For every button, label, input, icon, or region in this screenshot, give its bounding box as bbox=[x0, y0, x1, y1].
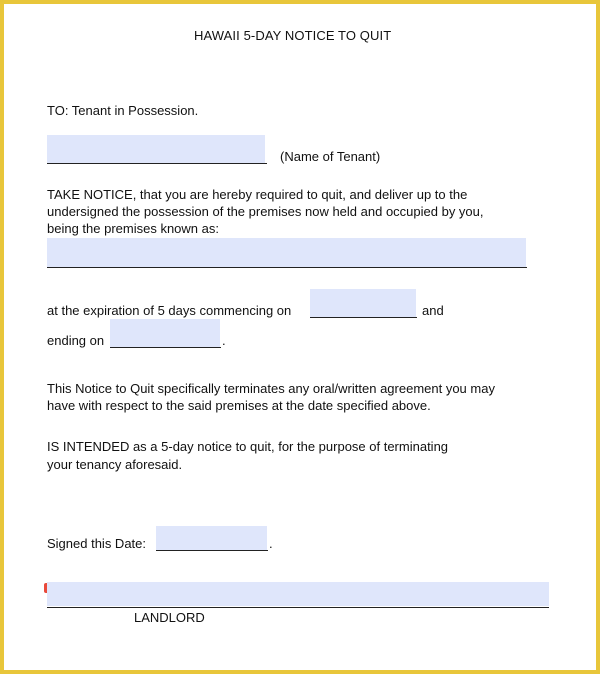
signed-date-underline bbox=[156, 550, 268, 551]
expiration-text: at the expiration of 5 days commencing on bbox=[47, 303, 292, 318]
intended-line-2: your tenancy aforesaid. bbox=[47, 457, 183, 472]
take-notice-line-2: undersigned the possession of the premises now held and occupied by you, bbox=[47, 204, 484, 219]
intended-line-1: IS INTENDED as a 5-day notice to quit, for the purpose of terminating bbox=[47, 439, 449, 454]
take-notice-line-1: TAKE NOTICE, that you are hereby required to quit, and deliver up to the bbox=[47, 187, 468, 202]
terminate-line-1: This Notice to Quit specifically terminates any oral/written agreement you may bbox=[47, 381, 495, 396]
to-line: TO: Tenant in Possession. bbox=[47, 103, 199, 118]
ending-period: . bbox=[222, 333, 226, 348]
signed-period: . bbox=[269, 536, 273, 551]
take-notice-line-3: being the premises known as: bbox=[47, 221, 219, 236]
landlord-label: LANDLORD bbox=[134, 610, 205, 625]
landlord-signature-underline bbox=[47, 607, 549, 608]
tenant-name-underline bbox=[47, 163, 267, 164]
ending-date-underline bbox=[110, 347, 221, 348]
and-text: and bbox=[422, 303, 444, 318]
tenant-name-field[interactable] bbox=[47, 135, 265, 163]
signed-date-field[interactable] bbox=[156, 526, 267, 550]
terminate-line-2: have with respect to the said premises at the date specified above. bbox=[47, 398, 431, 413]
commencing-date-underline bbox=[310, 317, 417, 318]
document-page bbox=[4, 4, 596, 670]
document-title: HAWAII 5-DAY NOTICE TO QUIT bbox=[194, 28, 392, 43]
tenant-name-label: (Name of Tenant) bbox=[280, 149, 381, 164]
ending-date-field[interactable] bbox=[110, 319, 220, 347]
premises-underline bbox=[47, 267, 527, 268]
landlord-signature-field[interactable] bbox=[47, 582, 549, 606]
signed-date-label: Signed this Date: bbox=[47, 536, 147, 551]
ending-text: ending on bbox=[47, 333, 105, 348]
premises-field[interactable] bbox=[47, 238, 526, 267]
commencing-date-field[interactable] bbox=[310, 289, 416, 317]
